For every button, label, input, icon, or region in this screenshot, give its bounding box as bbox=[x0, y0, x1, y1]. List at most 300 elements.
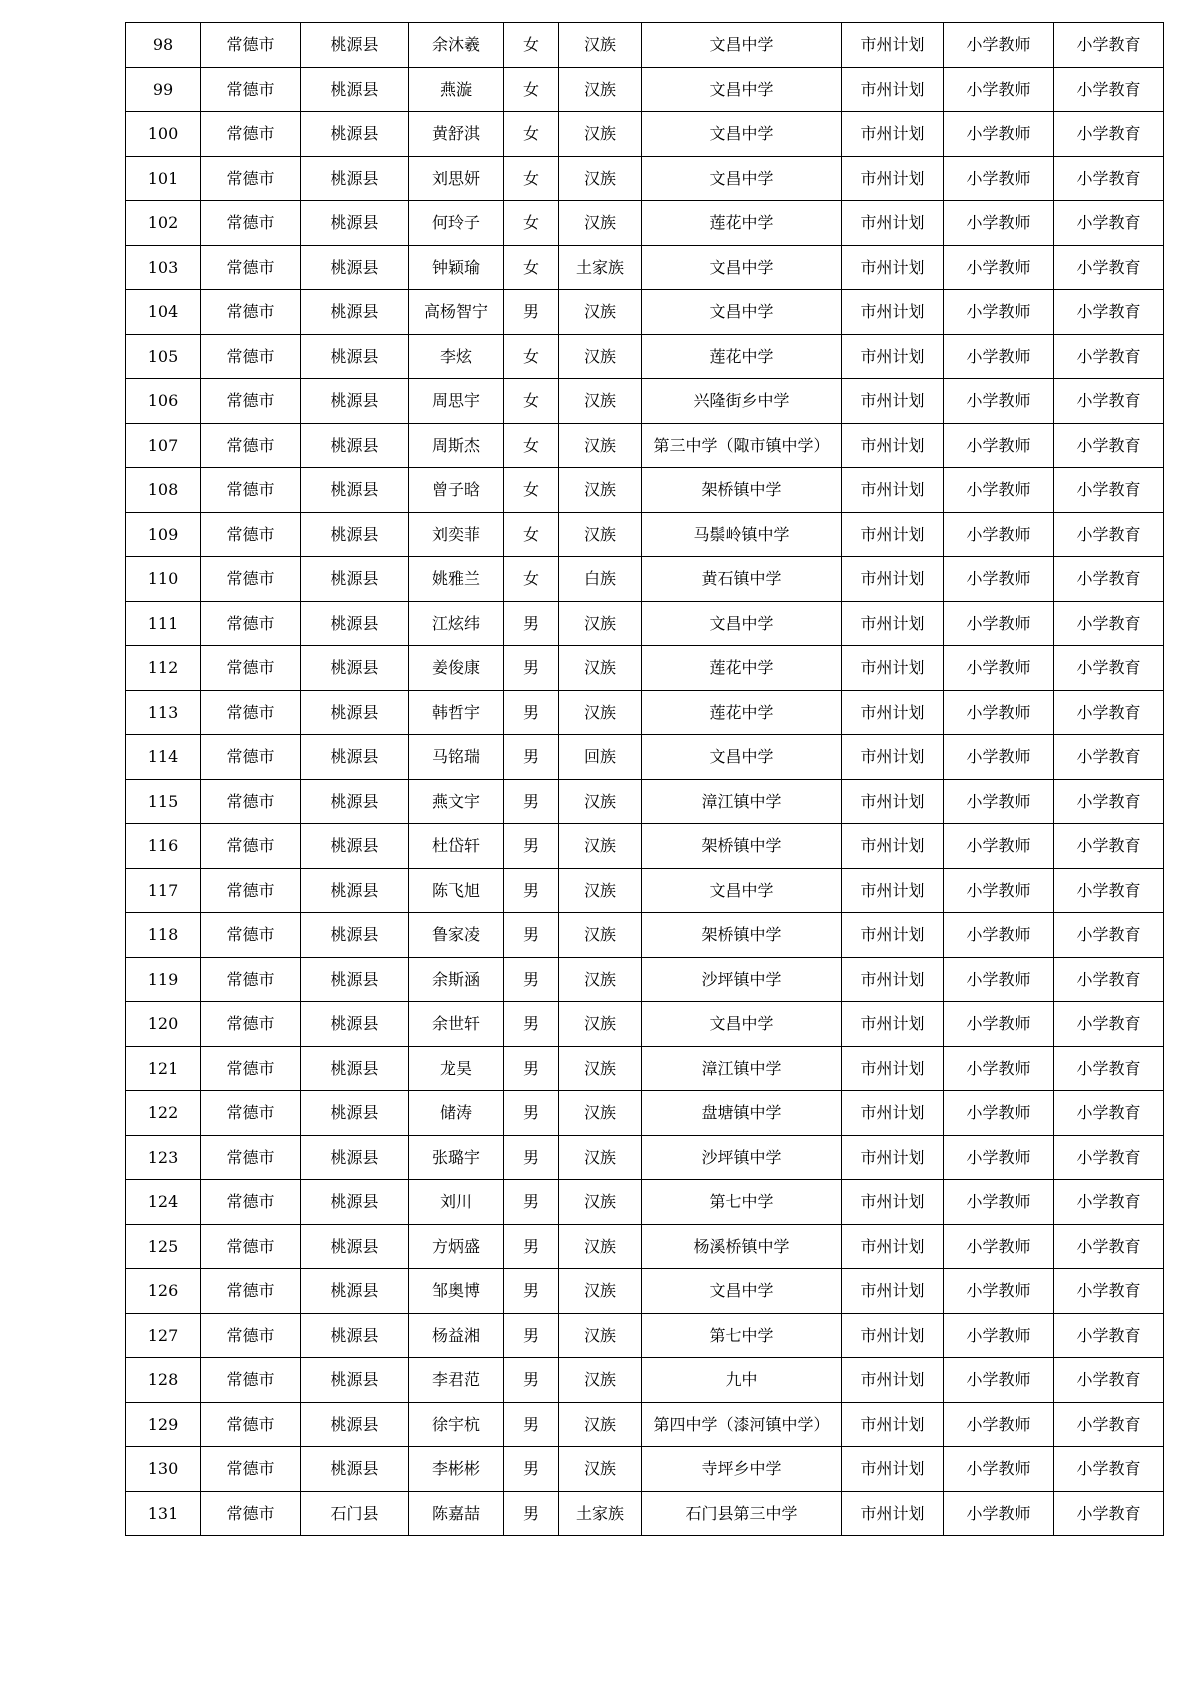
cell-major: 小学教育 bbox=[1054, 1313, 1164, 1358]
cell-post: 小学教师 bbox=[944, 735, 1054, 780]
cell-school: 文昌中学 bbox=[642, 735, 842, 780]
cell-school: 第三中学（陬市镇中学） bbox=[642, 423, 842, 468]
cell-name: 姚雅兰 bbox=[409, 557, 504, 602]
cell-index: 130 bbox=[126, 1447, 201, 1492]
cell-city: 常德市 bbox=[201, 468, 301, 513]
table-row bbox=[126, 1046, 1164, 1091]
cell-city: 常德市 bbox=[201, 67, 301, 112]
cell-county: 石门县 bbox=[301, 1491, 409, 1536]
table-row bbox=[126, 1269, 1164, 1314]
cell-plan: 市州计划 bbox=[842, 468, 944, 513]
cell-post: 小学教师 bbox=[944, 1046, 1054, 1091]
cell-gender: 女 bbox=[504, 423, 559, 468]
cell-county: 桃源县 bbox=[301, 423, 409, 468]
table-row bbox=[126, 245, 1164, 290]
cell-city: 常德市 bbox=[201, 1358, 301, 1403]
cell-name: 刘奕菲 bbox=[409, 512, 504, 557]
cell-school: 寺坪乡中学 bbox=[642, 1447, 842, 1492]
cell-plan: 市州计划 bbox=[842, 1269, 944, 1314]
table-row bbox=[126, 156, 1164, 201]
cell-school: 文昌中学 bbox=[642, 245, 842, 290]
table-row bbox=[126, 868, 1164, 913]
cell-ethnic: 汉族 bbox=[559, 1002, 642, 1047]
cell-school: 架桥镇中学 bbox=[642, 913, 842, 958]
cell-city: 常德市 bbox=[201, 957, 301, 1002]
cell-name: 马铭瑞 bbox=[409, 735, 504, 780]
cell-school: 文昌中学 bbox=[642, 601, 842, 646]
cell-name: 杨益湘 bbox=[409, 1313, 504, 1358]
cell-plan: 市州计划 bbox=[842, 1447, 944, 1492]
cell-plan: 市州计划 bbox=[842, 1135, 944, 1180]
cell-name: 陈飞旭 bbox=[409, 868, 504, 913]
cell-index: 116 bbox=[126, 824, 201, 869]
cell-post: 小学教师 bbox=[944, 156, 1054, 201]
cell-county: 桃源县 bbox=[301, 1224, 409, 1269]
cell-name: 李彬彬 bbox=[409, 1447, 504, 1492]
cell-plan: 市州计划 bbox=[842, 1180, 944, 1225]
cell-city: 常德市 bbox=[201, 1135, 301, 1180]
cell-name: 李君范 bbox=[409, 1358, 504, 1403]
cell-name: 何玲子 bbox=[409, 201, 504, 246]
cell-plan: 市州计划 bbox=[842, 1491, 944, 1536]
cell-city: 常德市 bbox=[201, 735, 301, 780]
table-row bbox=[126, 1002, 1164, 1047]
cell-school: 架桥镇中学 bbox=[642, 824, 842, 869]
cell-county: 桃源县 bbox=[301, 1135, 409, 1180]
cell-county: 桃源县 bbox=[301, 690, 409, 735]
cell-ethnic: 土家族 bbox=[559, 1491, 642, 1536]
cell-index: 125 bbox=[126, 1224, 201, 1269]
cell-school: 文昌中学 bbox=[642, 67, 842, 112]
cell-ethnic: 汉族 bbox=[559, 67, 642, 112]
cell-ethnic: 汉族 bbox=[559, 601, 642, 646]
cell-ethnic: 汉族 bbox=[559, 1358, 642, 1403]
cell-name: 陈嘉喆 bbox=[409, 1491, 504, 1536]
cell-plan: 市州计划 bbox=[842, 824, 944, 869]
cell-city: 常德市 bbox=[201, 290, 301, 335]
table-row bbox=[126, 67, 1164, 112]
cell-plan: 市州计划 bbox=[842, 245, 944, 290]
cell-gender: 男 bbox=[504, 824, 559, 869]
cell-ethnic: 汉族 bbox=[559, 468, 642, 513]
cell-plan: 市州计划 bbox=[842, 690, 944, 735]
cell-ethnic: 汉族 bbox=[559, 512, 642, 557]
table-row bbox=[126, 23, 1164, 68]
cell-post: 小学教师 bbox=[944, 379, 1054, 424]
cell-name: 徐宇杭 bbox=[409, 1402, 504, 1447]
cell-school: 石门县第三中学 bbox=[642, 1491, 842, 1536]
cell-major: 小学教育 bbox=[1054, 646, 1164, 691]
cell-major: 小学教育 bbox=[1054, 512, 1164, 557]
table-row bbox=[126, 824, 1164, 869]
cell-major: 小学教育 bbox=[1054, 824, 1164, 869]
cell-ethnic: 汉族 bbox=[559, 423, 642, 468]
cell-name: 龙昊 bbox=[409, 1046, 504, 1091]
cell-county: 桃源县 bbox=[301, 290, 409, 335]
cell-name: 周思宇 bbox=[409, 379, 504, 424]
cell-name: 张璐宇 bbox=[409, 1135, 504, 1180]
cell-gender: 男 bbox=[504, 1091, 559, 1136]
cell-plan: 市州计划 bbox=[842, 201, 944, 246]
cell-city: 常德市 bbox=[201, 1180, 301, 1225]
cell-post: 小学教师 bbox=[944, 468, 1054, 513]
cell-ethnic: 汉族 bbox=[559, 1091, 642, 1136]
cell-post: 小学教师 bbox=[944, 423, 1054, 468]
cell-city: 常德市 bbox=[201, 646, 301, 691]
cell-major: 小学教育 bbox=[1054, 1224, 1164, 1269]
cell-plan: 市州计划 bbox=[842, 1224, 944, 1269]
table-row bbox=[126, 423, 1164, 468]
cell-index: 109 bbox=[126, 512, 201, 557]
cell-school: 黄石镇中学 bbox=[642, 557, 842, 602]
cell-gender: 男 bbox=[504, 1224, 559, 1269]
cell-index: 124 bbox=[126, 1180, 201, 1225]
cell-index: 99 bbox=[126, 67, 201, 112]
cell-gender: 男 bbox=[504, 646, 559, 691]
cell-name: 储涛 bbox=[409, 1091, 504, 1136]
cell-post: 小学教师 bbox=[944, 1002, 1054, 1047]
cell-post: 小学教师 bbox=[944, 512, 1054, 557]
cell-name: 余斯涵 bbox=[409, 957, 504, 1002]
cell-gender: 男 bbox=[504, 601, 559, 646]
cell-school: 文昌中学 bbox=[642, 1002, 842, 1047]
cell-gender: 女 bbox=[504, 245, 559, 290]
table-row bbox=[126, 779, 1164, 824]
cell-city: 常德市 bbox=[201, 423, 301, 468]
cell-ethnic: 汉族 bbox=[559, 690, 642, 735]
cell-name: 方炳盛 bbox=[409, 1224, 504, 1269]
table-row bbox=[126, 557, 1164, 602]
cell-name: 燕漩 bbox=[409, 67, 504, 112]
cell-ethnic: 汉族 bbox=[559, 1402, 642, 1447]
cell-city: 常德市 bbox=[201, 1224, 301, 1269]
cell-plan: 市州计划 bbox=[842, 334, 944, 379]
cell-school: 沙坪镇中学 bbox=[642, 1135, 842, 1180]
cell-city: 常德市 bbox=[201, 1046, 301, 1091]
cell-county: 桃源县 bbox=[301, 913, 409, 958]
cell-school: 文昌中学 bbox=[642, 290, 842, 335]
cell-ethnic: 汉族 bbox=[559, 201, 642, 246]
cell-post: 小学教师 bbox=[944, 1447, 1054, 1492]
cell-gender: 男 bbox=[504, 1046, 559, 1091]
cell-post: 小学教师 bbox=[944, 779, 1054, 824]
cell-ethnic: 汉族 bbox=[559, 379, 642, 424]
cell-major: 小学教育 bbox=[1054, 1091, 1164, 1136]
cell-name: 黄舒淇 bbox=[409, 112, 504, 157]
cell-ethnic: 汉族 bbox=[559, 1135, 642, 1180]
cell-city: 常德市 bbox=[201, 824, 301, 869]
cell-post: 小学教师 bbox=[944, 67, 1054, 112]
cell-gender: 男 bbox=[504, 1491, 559, 1536]
cell-city: 常德市 bbox=[201, 23, 301, 68]
cell-county: 桃源县 bbox=[301, 201, 409, 246]
cell-county: 桃源县 bbox=[301, 1269, 409, 1314]
cell-school: 文昌中学 bbox=[642, 23, 842, 68]
table-row bbox=[126, 334, 1164, 379]
cell-city: 常德市 bbox=[201, 334, 301, 379]
cell-county: 桃源县 bbox=[301, 957, 409, 1002]
cell-index: 122 bbox=[126, 1091, 201, 1136]
cell-city: 常德市 bbox=[201, 913, 301, 958]
cell-gender: 女 bbox=[504, 156, 559, 201]
cell-major: 小学教育 bbox=[1054, 1402, 1164, 1447]
cell-name: 余世轩 bbox=[409, 1002, 504, 1047]
table-row bbox=[126, 1402, 1164, 1447]
cell-index: 118 bbox=[126, 913, 201, 958]
roster-table-body bbox=[126, 23, 1164, 1536]
cell-post: 小学教师 bbox=[944, 1091, 1054, 1136]
cell-major: 小学教育 bbox=[1054, 690, 1164, 735]
cell-index: 106 bbox=[126, 379, 201, 424]
cell-city: 常德市 bbox=[201, 1402, 301, 1447]
cell-ethnic: 汉族 bbox=[559, 957, 642, 1002]
roster-table bbox=[125, 22, 1164, 1536]
cell-post: 小学教师 bbox=[944, 1313, 1054, 1358]
cell-plan: 市州计划 bbox=[842, 1358, 944, 1403]
cell-county: 桃源县 bbox=[301, 1313, 409, 1358]
cell-post: 小学教师 bbox=[944, 824, 1054, 869]
cell-city: 常德市 bbox=[201, 868, 301, 913]
cell-ethnic: 白族 bbox=[559, 557, 642, 602]
cell-major: 小学教育 bbox=[1054, 557, 1164, 602]
cell-name: 鲁家凌 bbox=[409, 913, 504, 958]
cell-major: 小学教育 bbox=[1054, 1046, 1164, 1091]
cell-ethnic: 汉族 bbox=[559, 1447, 642, 1492]
cell-county: 桃源县 bbox=[301, 468, 409, 513]
cell-school: 盘塘镇中学 bbox=[642, 1091, 842, 1136]
cell-plan: 市州计划 bbox=[842, 423, 944, 468]
cell-name: 曾子晗 bbox=[409, 468, 504, 513]
cell-city: 常德市 bbox=[201, 779, 301, 824]
cell-post: 小学教师 bbox=[944, 1180, 1054, 1225]
cell-name: 高杨智宁 bbox=[409, 290, 504, 335]
cell-index: 105 bbox=[126, 334, 201, 379]
cell-ethnic: 汉族 bbox=[559, 913, 642, 958]
cell-school: 九中 bbox=[642, 1358, 842, 1403]
cell-city: 常德市 bbox=[201, 201, 301, 246]
cell-ethnic: 汉族 bbox=[559, 1180, 642, 1225]
cell-county: 桃源县 bbox=[301, 646, 409, 691]
cell-name: 韩哲宇 bbox=[409, 690, 504, 735]
cell-post: 小学教师 bbox=[944, 334, 1054, 379]
cell-ethnic: 汉族 bbox=[559, 779, 642, 824]
cell-post: 小学教师 bbox=[944, 1135, 1054, 1180]
cell-plan: 市州计划 bbox=[842, 23, 944, 68]
cell-major: 小学教育 bbox=[1054, 334, 1164, 379]
cell-major: 小学教育 bbox=[1054, 112, 1164, 157]
cell-school: 第四中学（漆河镇中学） bbox=[642, 1402, 842, 1447]
cell-post: 小学教师 bbox=[944, 1402, 1054, 1447]
cell-post: 小学教师 bbox=[944, 690, 1054, 735]
table-row bbox=[126, 601, 1164, 646]
cell-index: 117 bbox=[126, 868, 201, 913]
cell-school: 文昌中学 bbox=[642, 112, 842, 157]
cell-county: 桃源县 bbox=[301, 1091, 409, 1136]
table-row bbox=[126, 1358, 1164, 1403]
cell-city: 常德市 bbox=[201, 156, 301, 201]
cell-post: 小学教师 bbox=[944, 245, 1054, 290]
cell-county: 桃源县 bbox=[301, 112, 409, 157]
cell-school: 沙坪镇中学 bbox=[642, 957, 842, 1002]
cell-index: 123 bbox=[126, 1135, 201, 1180]
cell-city: 常德市 bbox=[201, 245, 301, 290]
cell-plan: 市州计划 bbox=[842, 379, 944, 424]
cell-school: 第七中学 bbox=[642, 1180, 842, 1225]
cell-index: 128 bbox=[126, 1358, 201, 1403]
cell-city: 常德市 bbox=[201, 690, 301, 735]
cell-city: 常德市 bbox=[201, 1002, 301, 1047]
cell-school: 马鬃岭镇中学 bbox=[642, 512, 842, 557]
cell-index: 131 bbox=[126, 1491, 201, 1536]
cell-plan: 市州计划 bbox=[842, 601, 944, 646]
cell-post: 小学教师 bbox=[944, 868, 1054, 913]
table-row bbox=[126, 1224, 1164, 1269]
cell-plan: 市州计划 bbox=[842, 735, 944, 780]
cell-index: 115 bbox=[126, 779, 201, 824]
table-row bbox=[126, 112, 1164, 157]
cell-plan: 市州计划 bbox=[842, 557, 944, 602]
table-row bbox=[126, 913, 1164, 958]
cell-index: 111 bbox=[126, 601, 201, 646]
cell-county: 桃源县 bbox=[301, 735, 409, 780]
cell-post: 小学教师 bbox=[944, 23, 1054, 68]
cell-post: 小学教师 bbox=[944, 1491, 1054, 1536]
cell-index: 104 bbox=[126, 290, 201, 335]
cell-county: 桃源县 bbox=[301, 334, 409, 379]
cell-school: 莲花中学 bbox=[642, 201, 842, 246]
cell-county: 桃源县 bbox=[301, 557, 409, 602]
cell-index: 113 bbox=[126, 690, 201, 735]
cell-index: 129 bbox=[126, 1402, 201, 1447]
cell-gender: 男 bbox=[504, 913, 559, 958]
cell-county: 桃源县 bbox=[301, 779, 409, 824]
cell-major: 小学教育 bbox=[1054, 735, 1164, 780]
table-row bbox=[126, 1180, 1164, 1225]
cell-post: 小学教师 bbox=[944, 290, 1054, 335]
cell-school: 第七中学 bbox=[642, 1313, 842, 1358]
cell-major: 小学教育 bbox=[1054, 67, 1164, 112]
cell-major: 小学教育 bbox=[1054, 1269, 1164, 1314]
cell-gender: 男 bbox=[504, 690, 559, 735]
cell-index: 119 bbox=[126, 957, 201, 1002]
table-row bbox=[126, 290, 1164, 335]
cell-name: 邹奥博 bbox=[409, 1269, 504, 1314]
cell-ethnic: 汉族 bbox=[559, 23, 642, 68]
cell-gender: 女 bbox=[504, 468, 559, 513]
cell-plan: 市州计划 bbox=[842, 913, 944, 958]
cell-major: 小学教育 bbox=[1054, 868, 1164, 913]
cell-major: 小学教育 bbox=[1054, 1447, 1164, 1492]
cell-county: 桃源县 bbox=[301, 601, 409, 646]
cell-city: 常德市 bbox=[201, 1491, 301, 1536]
cell-index: 102 bbox=[126, 201, 201, 246]
cell-county: 桃源县 bbox=[301, 1002, 409, 1047]
cell-county: 桃源县 bbox=[301, 1180, 409, 1225]
cell-gender: 女 bbox=[504, 23, 559, 68]
cell-post: 小学教师 bbox=[944, 646, 1054, 691]
cell-major: 小学教育 bbox=[1054, 468, 1164, 513]
cell-gender: 女 bbox=[504, 201, 559, 246]
cell-major: 小学教育 bbox=[1054, 1135, 1164, 1180]
cell-plan: 市州计划 bbox=[842, 1002, 944, 1047]
table-row bbox=[126, 468, 1164, 513]
cell-index: 100 bbox=[126, 112, 201, 157]
cell-index: 120 bbox=[126, 1002, 201, 1047]
cell-ethnic: 土家族 bbox=[559, 245, 642, 290]
cell-major: 小学教育 bbox=[1054, 245, 1164, 290]
cell-name: 刘思妍 bbox=[409, 156, 504, 201]
cell-county: 桃源县 bbox=[301, 1402, 409, 1447]
table-row bbox=[126, 735, 1164, 780]
cell-ethnic: 汉族 bbox=[559, 1046, 642, 1091]
table-row bbox=[126, 512, 1164, 557]
cell-index: 101 bbox=[126, 156, 201, 201]
cell-gender: 男 bbox=[504, 868, 559, 913]
cell-index: 107 bbox=[126, 423, 201, 468]
cell-plan: 市州计划 bbox=[842, 1402, 944, 1447]
cell-school: 文昌中学 bbox=[642, 156, 842, 201]
cell-ethnic: 汉族 bbox=[559, 156, 642, 201]
cell-major: 小学教育 bbox=[1054, 156, 1164, 201]
cell-county: 桃源县 bbox=[301, 1046, 409, 1091]
cell-gender: 男 bbox=[504, 1002, 559, 1047]
cell-post: 小学教师 bbox=[944, 557, 1054, 602]
cell-city: 常德市 bbox=[201, 1269, 301, 1314]
cell-gender: 女 bbox=[504, 512, 559, 557]
cell-gender: 女 bbox=[504, 67, 559, 112]
cell-county: 桃源县 bbox=[301, 512, 409, 557]
cell-ethnic: 汉族 bbox=[559, 334, 642, 379]
cell-ethnic: 汉族 bbox=[559, 1224, 642, 1269]
cell-school: 兴隆街乡中学 bbox=[642, 379, 842, 424]
cell-county: 桃源县 bbox=[301, 1447, 409, 1492]
cell-county: 桃源县 bbox=[301, 379, 409, 424]
cell-ethnic: 汉族 bbox=[559, 646, 642, 691]
cell-gender: 女 bbox=[504, 557, 559, 602]
cell-gender: 男 bbox=[504, 1402, 559, 1447]
cell-plan: 市州计划 bbox=[842, 1046, 944, 1091]
table-row bbox=[126, 379, 1164, 424]
cell-name: 钟颖瑜 bbox=[409, 245, 504, 290]
cell-school: 莲花中学 bbox=[642, 690, 842, 735]
cell-county: 桃源县 bbox=[301, 824, 409, 869]
cell-ethnic: 汉族 bbox=[559, 1313, 642, 1358]
cell-name: 李炫 bbox=[409, 334, 504, 379]
cell-school: 文昌中学 bbox=[642, 868, 842, 913]
cell-major: 小学教育 bbox=[1054, 957, 1164, 1002]
cell-name: 姜俊康 bbox=[409, 646, 504, 691]
cell-index: 112 bbox=[126, 646, 201, 691]
cell-school: 莲花中学 bbox=[642, 646, 842, 691]
cell-city: 常德市 bbox=[201, 512, 301, 557]
cell-county: 桃源县 bbox=[301, 156, 409, 201]
cell-index: 98 bbox=[126, 23, 201, 68]
cell-name: 周斯杰 bbox=[409, 423, 504, 468]
cell-plan: 市州计划 bbox=[842, 1091, 944, 1136]
cell-ethnic: 回族 bbox=[559, 735, 642, 780]
cell-post: 小学教师 bbox=[944, 913, 1054, 958]
cell-name: 余沐羲 bbox=[409, 23, 504, 68]
cell-city: 常德市 bbox=[201, 601, 301, 646]
cell-name: 燕文宇 bbox=[409, 779, 504, 824]
cell-city: 常德市 bbox=[201, 1313, 301, 1358]
cell-name: 江炫纬 bbox=[409, 601, 504, 646]
cell-school: 杨溪桥镇中学 bbox=[642, 1224, 842, 1269]
cell-major: 小学教育 bbox=[1054, 779, 1164, 824]
cell-school: 漳江镇中学 bbox=[642, 779, 842, 824]
cell-major: 小学教育 bbox=[1054, 201, 1164, 246]
cell-city: 常德市 bbox=[201, 1091, 301, 1136]
